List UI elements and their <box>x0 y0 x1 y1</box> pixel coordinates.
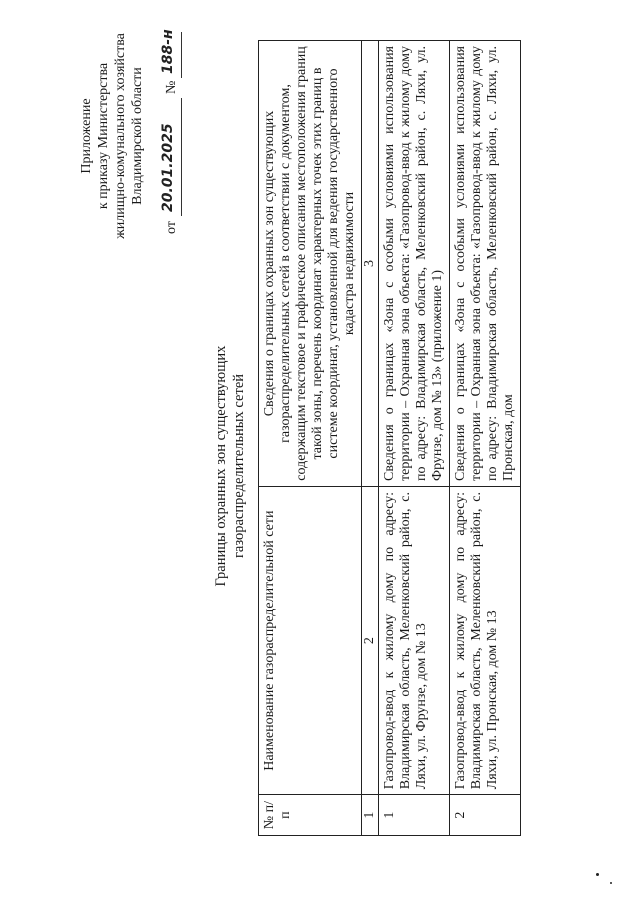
row-number: 2 <box>450 795 521 836</box>
appendix-header <box>78 26 146 246</box>
table-row <box>450 41 521 836</box>
number-underline <box>181 32 182 78</box>
table-header-row <box>259 41 362 836</box>
date-prefix: от <box>164 221 179 234</box>
header-cell-number: № п/п <box>259 795 362 836</box>
column-number: 3 <box>362 41 379 487</box>
network-name: Газопровод-ввод к жилому дому по адресу: Владимирская область, Меленковский район, с. Ляхи, ул. Пронская, дом № 13 <box>450 486 521 794</box>
title-line: Границы охранных зон существующих <box>213 345 229 587</box>
column-number: 1 <box>362 795 379 836</box>
column-number-row <box>362 41 379 836</box>
header-cell-name: Наименование газораспределительной сети <box>259 486 362 794</box>
handwritten-date: 20.01.2025 <box>160 123 176 212</box>
appendix-line: Приложение <box>79 98 94 174</box>
document-title <box>212 246 248 686</box>
number-prefix: № <box>164 80 179 94</box>
row-number: 1 <box>379 795 450 836</box>
header-cell-info: Сведения о границах охранных зон существующих газораспределительных сетей в соответствии с документом, содержащим текстовое и графическое описания местоположения границ такой зоны, перечень координат характерных точек этих границ в системе координат, установленной для ведения государственного кадастра недвижимости <box>259 41 362 487</box>
appendix-line: к приказу Министерства <box>96 62 111 210</box>
appendix-line: Владимирской области <box>130 67 145 205</box>
order-date-number <box>160 14 184 234</box>
column-number: 2 <box>362 486 379 794</box>
table-row <box>379 41 450 836</box>
scan-speck <box>596 873 599 876</box>
date-underline <box>181 98 182 216</box>
appendix-line: жилищно-комунального хозяйства <box>113 33 128 239</box>
zone-info: Сведения о границах «Зона с особыми условиями использования территории – Охранная зона объекта: «Газопровод-ввод к жилому дому по адресу: Владимирская область, Меленковский район, с. Ляхи, ул. Фрунзе, дом № 13» (приложение 1) <box>379 41 450 487</box>
protection-zones-table <box>258 40 521 836</box>
handwritten-number: 188-н <box>160 29 176 74</box>
zone-info: Сведения о границах «Зона с особыми условиями использования территории – Охранная зона объекта: «Газопровод-ввод к жилому дому по адресу: Владимирская область, Меленковский район, с. Ляхи, ул. Пронская, дом <box>450 41 521 487</box>
network-name: Газопровод-ввод к жилому дому по адресу: Владимирская область, Меленковский район, с. Ляхи, ул. Фрунзе, дом № 13 <box>379 486 450 794</box>
scan-speck <box>610 882 612 884</box>
title-line: газораспределительных сетей <box>231 373 247 559</box>
